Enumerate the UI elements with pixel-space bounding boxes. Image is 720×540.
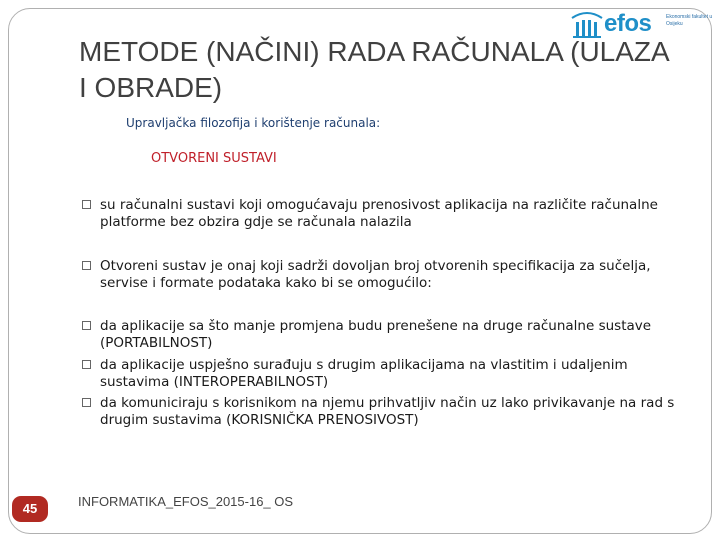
- bullet-text: da komuniciraju s korisnikom na njemu prihvatljiv način uz lako privikavanje na rad s drugim sustavima (KORISNIČKA PRENOSIVOST): [100, 395, 675, 428]
- bullet-text: da aplikacije uspješno surađuju s drugim aplikacijama na vlastitim i udaljenim sustavima (INTEROPERABILNOST): [100, 357, 628, 390]
- bullet-item: [82, 197, 682, 231]
- checkbox-bullet-icon: [82, 200, 91, 209]
- bullet-item: [82, 395, 682, 429]
- section-heading: OTVORENI SUSTAVI: [151, 151, 277, 166]
- page-number-badge: 45: [12, 496, 48, 522]
- slide-title: METODE (NAČINI) RADA RAČUNALA (ULAZA I OBRADE): [79, 36, 669, 103]
- checkbox-bullet-icon: [82, 360, 91, 369]
- bullet-item: [82, 258, 682, 292]
- bullet-item: [82, 357, 682, 391]
- bullet-text: Otvoreni sustav je onaj koji sadrži dovoljan broj otvorenih specifikacija za sučelja, servise i formate podataka kako bi se omogućilo:: [100, 258, 651, 291]
- checkbox-bullet-icon: [82, 321, 91, 330]
- bullet-text: da aplikacije sa što manje promjena budu prenešene na druge računalne sustave (PORTABILNOST): [100, 318, 652, 351]
- slide-subtitle: Upravljačka filozofija i korištenje računala:: [126, 116, 381, 130]
- logo-tagline: Ekonomski fakultet u Osijeku: [666, 14, 713, 27]
- checkbox-bullet-icon: [82, 398, 91, 407]
- logo-wordmark: efos: [604, 10, 652, 37]
- slide-footer: INFORMATIKA_EFOS_2015-16_ OS: [78, 494, 294, 509]
- bullet-text: su računalni sustavi koji omogućavaju prenosivost aplikacija na različite računalne platforme bez obzira gdje se računala nalazila: [100, 197, 658, 230]
- bullet-item: [82, 318, 682, 352]
- checkbox-bullet-icon: [82, 261, 91, 270]
